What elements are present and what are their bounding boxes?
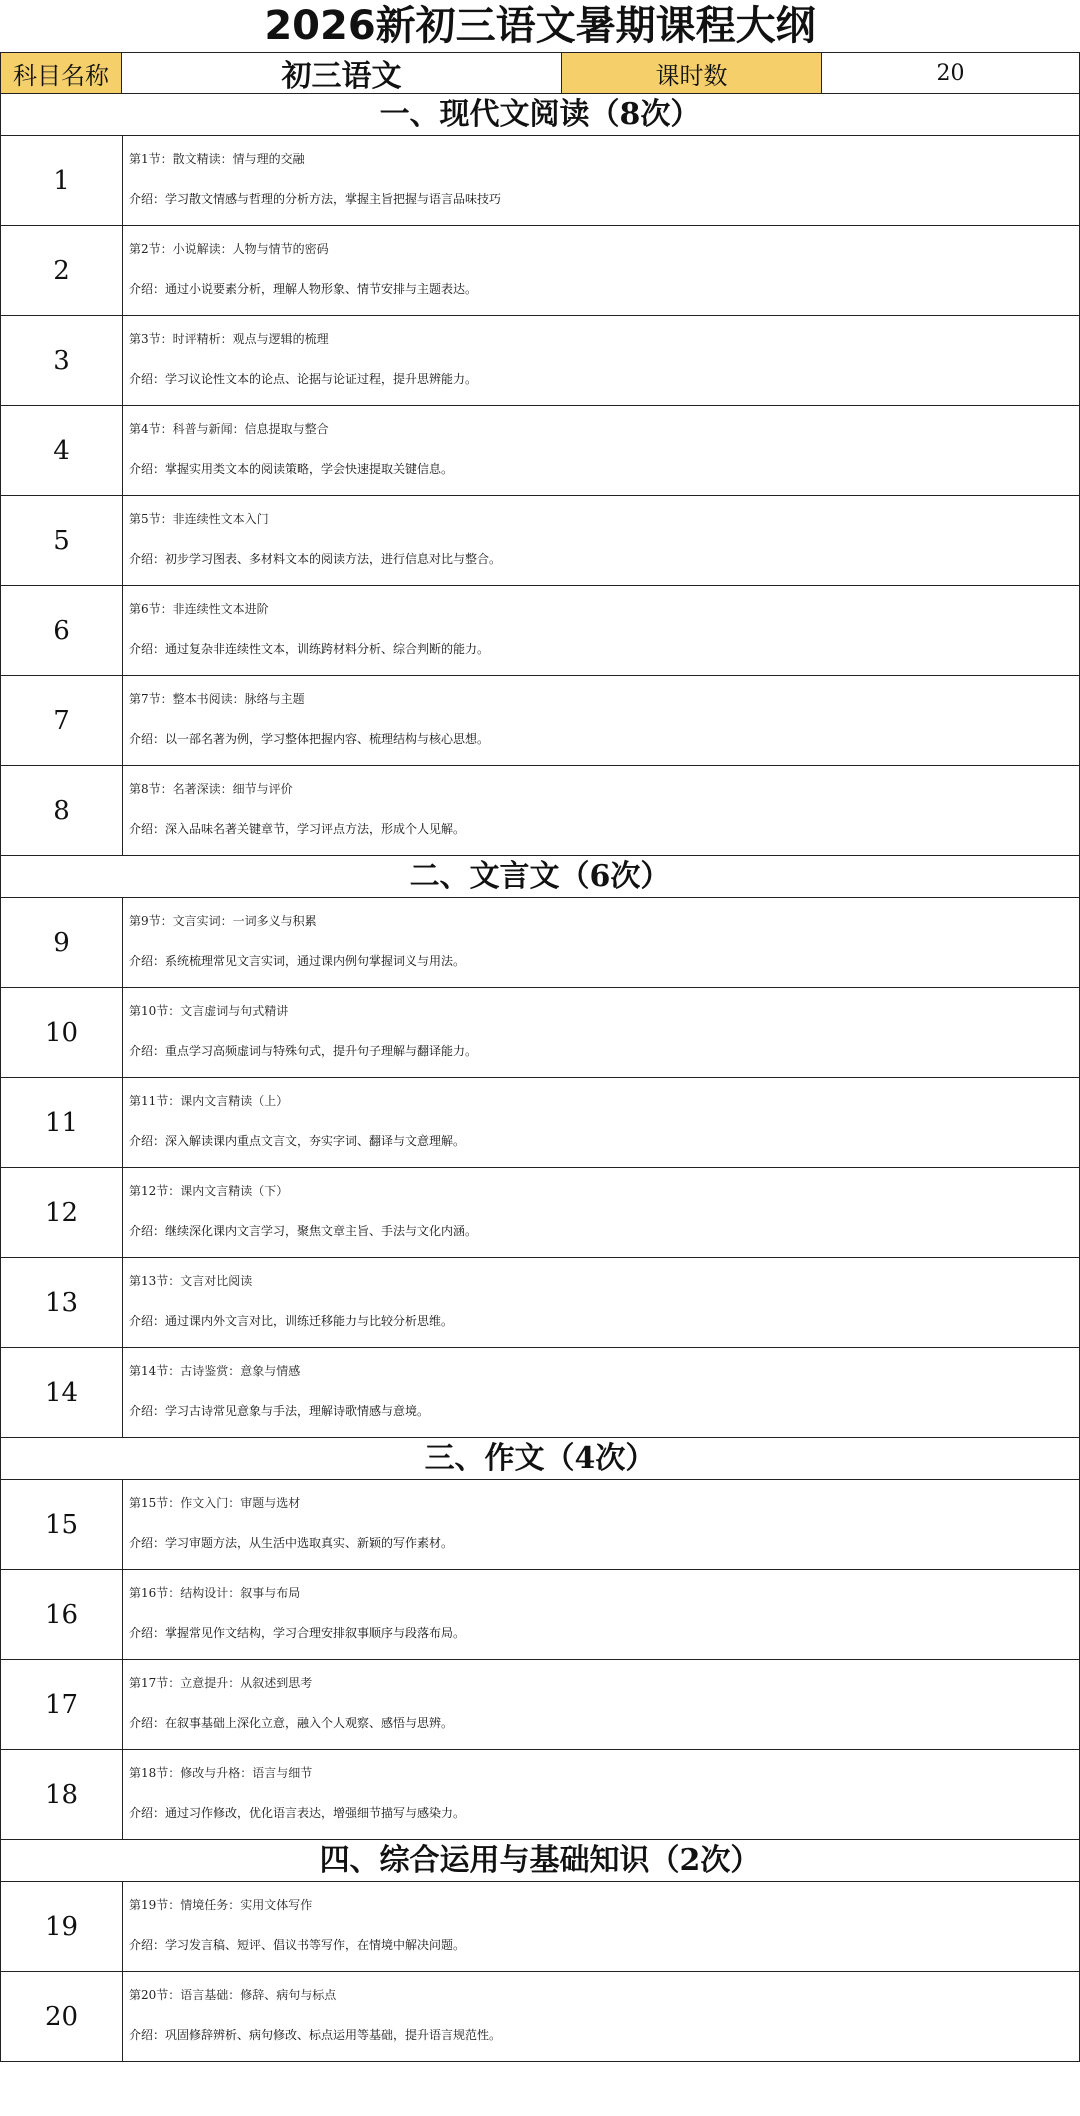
- lesson-intro: 介绍：深入品味名著关键章节，学习评点方法，形成个人见解。: [129, 822, 466, 836]
- lesson-intro: 介绍：通过课内外文言对比，训练迁移能力与比较分析思维。: [129, 1314, 454, 1328]
- lesson-content-cell: [123, 1750, 1079, 1839]
- lesson-intro: 介绍：继续深化课内文言学习，聚焦文章主旨、手法与文化内涵。: [129, 1224, 478, 1238]
- lesson-title: 第16节：结构设计：叙事与布局: [129, 1586, 301, 1600]
- lesson-content-cell: [123, 1078, 1079, 1167]
- lesson-number: 13: [1, 1258, 123, 1347]
- lesson-content-cell: [123, 496, 1079, 585]
- lesson-title: 第5节：非连续性文本入门: [129, 512, 269, 526]
- lesson-title: 第13节：文言对比阅读: [129, 1274, 253, 1288]
- page-title: 2026新初三语文暑期课程大纲: [264, 3, 816, 49]
- lesson-content-cell: [123, 226, 1079, 315]
- lesson-title: 第2节：小说解读：人物与情节的密码: [129, 242, 329, 256]
- lesson-intro: 介绍：掌握常见作文结构，学习合理安排叙事顺序与段落布局。: [129, 1626, 466, 1640]
- lesson-number: 4: [1, 406, 123, 495]
- lesson-intro: 介绍：重点学习高频虚词与特殊句式，提升句子理解与翻译能力。: [129, 1044, 478, 1058]
- lesson-title: 第9节：文言实词：一词多义与积累: [129, 914, 317, 928]
- lesson-title: 第7节：整本书阅读：脉络与主题: [129, 692, 305, 706]
- lesson-number: 10: [1, 988, 123, 1077]
- lesson-intro: 介绍：通过复杂非连续性文本，训练跨材料分析、综合判断的能力。: [129, 642, 490, 656]
- lesson-row: [0, 1882, 1080, 1972]
- lesson-number: 12: [1, 1168, 123, 1257]
- lesson-content-cell: [123, 1570, 1079, 1659]
- lesson-title: 第17节：立意提升：从叙述到思考: [129, 1676, 313, 1690]
- lesson-content-cell: [123, 586, 1079, 675]
- lesson-title: 第10节：文言虚词与句式精讲: [129, 1004, 289, 1018]
- lesson-intro: 介绍：通过习作修改，优化语言表达，增强细节描写与感染力。: [129, 1806, 466, 1820]
- lesson-intro: 介绍：学习审题方法，从生活中选取真实、新颖的写作素材。: [129, 1536, 454, 1550]
- lesson-content-cell: [123, 136, 1079, 225]
- lesson-row: [0, 1750, 1080, 1840]
- subject-label-cell: 科目名称: [0, 52, 122, 94]
- lesson-intro: 介绍：学习议论性文本的论点、论据与论证过程，提升思辨能力。: [129, 372, 478, 386]
- lesson-row: [0, 226, 1080, 316]
- lesson-intro: 介绍：掌握实用类文本的阅读策略，学会快速提取关键信息。: [129, 462, 454, 476]
- hours-value-cell: 20: [822, 52, 1080, 94]
- lesson-row: [0, 406, 1080, 496]
- lesson-row: [0, 496, 1080, 586]
- lesson-content-cell: [123, 676, 1079, 765]
- lesson-title: 第20节：语言基础：修辞、病句与标点: [129, 1988, 337, 2002]
- lesson-content-cell: [123, 898, 1079, 987]
- lesson-intro: 介绍：学习发言稿、短评、倡议书等写作，在情境中解决问题。: [129, 1938, 466, 1952]
- lesson-row: [0, 1660, 1080, 1750]
- lesson-title: 第8节：名著深读：细节与评价: [129, 782, 293, 796]
- lesson-title: 第6节：非连续性文本进阶: [129, 602, 269, 616]
- lesson-intro: 介绍：通过小说要素分析，理解人物形象、情节安排与主题表达。: [129, 282, 478, 296]
- lesson-title: 第19节：情境任务：实用文体写作: [129, 1898, 313, 1912]
- lesson-number: 11: [1, 1078, 123, 1167]
- lesson-title: 第1节：散文精读：情与理的交融: [129, 152, 305, 166]
- lesson-row: [0, 1168, 1080, 1258]
- lesson-number: 8: [1, 766, 123, 855]
- lesson-title: 第11节：课内文言精读（上）: [129, 1094, 289, 1108]
- lesson-number: 1: [1, 136, 123, 225]
- lesson-title: 第3节：时评精析：观点与逻辑的梳理: [129, 332, 329, 346]
- section-heading: 四、综合运用与基础知识（2次）: [0, 1840, 1080, 1882]
- lesson-row: [0, 1480, 1080, 1570]
- lesson-row: [0, 1078, 1080, 1168]
- lesson-number: 7: [1, 676, 123, 765]
- lesson-row: [0, 676, 1080, 766]
- lesson-number: 3: [1, 316, 123, 405]
- lesson-number: 6: [1, 586, 123, 675]
- lesson-number: 18: [1, 1750, 123, 1839]
- outline-table: [0, 94, 1080, 2062]
- lesson-row: [0, 136, 1080, 226]
- lesson-content-cell: [123, 316, 1079, 405]
- lesson-number: 20: [1, 1972, 123, 2061]
- lesson-intro: 介绍：学习散文情感与哲理的分析方法，掌握主旨把握与语言品味技巧: [129, 192, 502, 206]
- lesson-number: 17: [1, 1660, 123, 1749]
- lesson-row: [0, 988, 1080, 1078]
- lesson-title: 第14节：古诗鉴赏：意象与情感: [129, 1364, 301, 1378]
- lesson-content-cell: [123, 1480, 1079, 1569]
- lesson-content-cell: [123, 766, 1079, 855]
- lesson-content-cell: [123, 1348, 1079, 1437]
- lesson-intro: 介绍：在叙事基础上深化立意，融入个人观察、感悟与思辨。: [129, 1716, 454, 1730]
- lesson-number: 16: [1, 1570, 123, 1659]
- lesson-row: [0, 898, 1080, 988]
- section-heading: 二、文言文（6次）: [0, 856, 1080, 898]
- lesson-content-cell: [123, 1258, 1079, 1347]
- lesson-number: 15: [1, 1480, 123, 1569]
- lesson-number: 2: [1, 226, 123, 315]
- lesson-row: [0, 1348, 1080, 1438]
- lesson-intro: 介绍：巩固修辞辨析、病句修改、标点运用等基础，提升语言规范性。: [129, 2028, 502, 2042]
- section-heading: 一、现代文阅读（8次）: [0, 94, 1080, 136]
- lesson-row: [0, 1972, 1080, 2062]
- lesson-number: 5: [1, 496, 123, 585]
- lesson-number: 9: [1, 898, 123, 987]
- lesson-content-cell: [123, 1882, 1079, 1971]
- lesson-title: 第18节：修改与升格：语言与细节: [129, 1766, 313, 1780]
- lesson-title: 第15节：作文入门：审题与选材: [129, 1496, 301, 1510]
- subject-value-cell: 初三语文: [122, 52, 562, 94]
- lesson-intro: 介绍：学习古诗常见意象与手法，理解诗歌情感与意境。: [129, 1404, 430, 1418]
- lesson-row: [0, 586, 1080, 676]
- lesson-number: 14: [1, 1348, 123, 1437]
- hours-label-cell: 课时数: [562, 52, 822, 94]
- lesson-title: 第12节：课内文言精读（下）: [129, 1184, 289, 1198]
- lesson-row: [0, 316, 1080, 406]
- lesson-intro: 介绍：深入解读课内重点文言文，夯实字词、翻译与文意理解。: [129, 1134, 466, 1148]
- lesson-content-cell: [123, 1168, 1079, 1257]
- lesson-intro: 介绍：初步学习图表、多材料文本的阅读方法，进行信息对比与整合。: [129, 552, 502, 566]
- lesson-content-cell: [123, 1972, 1079, 2061]
- lesson-row: [0, 766, 1080, 856]
- lesson-content-cell: [123, 988, 1079, 1077]
- lesson-content-cell: [123, 1660, 1079, 1749]
- lesson-number: 19: [1, 1882, 123, 1971]
- section-heading: 三、作文（4次）: [0, 1438, 1080, 1480]
- lesson-row: [0, 1258, 1080, 1348]
- lesson-title: 第4节：科普与新闻：信息提取与整合: [129, 422, 329, 436]
- lesson-row: [0, 1570, 1080, 1660]
- lesson-intro: 介绍：系统梳理常见文言实词，通过课内例句掌握词义与用法。: [129, 954, 466, 968]
- lesson-intro: 介绍：以一部名著为例，学习整体把握内容、梳理结构与核心思想。: [129, 732, 490, 746]
- lesson-content-cell: [123, 406, 1079, 495]
